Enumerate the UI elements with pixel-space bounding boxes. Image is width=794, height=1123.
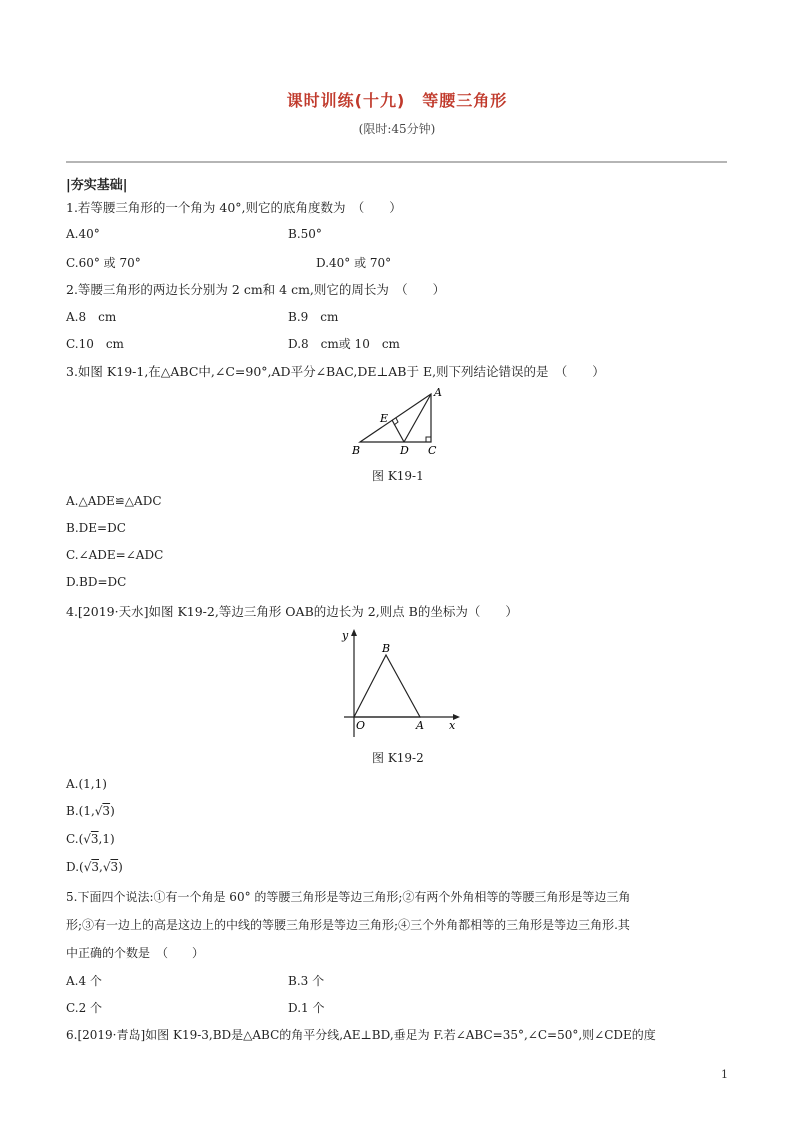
label-b: B bbox=[352, 444, 361, 457]
divider bbox=[66, 161, 727, 163]
label-d: D bbox=[400, 444, 409, 457]
question-6: 6.[2019·青岛]如图 K19-3,BD是△ABC的角平分线,AE⊥BD,垂足为 F.若∠ABC=35°,∠C=50°,则∠CDE的度 bbox=[66, 1028, 656, 1042]
q2-option-b: B.9 cm bbox=[288, 310, 339, 324]
q2-option-d: D.8 cm或 10 cm bbox=[288, 337, 400, 351]
q4-d-pre: D.( bbox=[66, 860, 84, 874]
triangle-abc bbox=[360, 394, 431, 442]
q4-c-pre: C.( bbox=[66, 832, 84, 846]
q4-option-b bbox=[66, 804, 115, 818]
q5-option-a: A.4 个 bbox=[66, 974, 102, 988]
q4-c-radicand: 3 bbox=[90, 832, 99, 846]
q4-d-mid: , bbox=[99, 860, 103, 874]
question-5-line-1: 5.下面四个说法:①有一个角是 60° 的等腰三角形是等边三角形;②有两个外角相等的等腰三角形是等边三角 bbox=[66, 890, 631, 904]
question-2: 2.等腰三角形的两边长分别为 2 cm和 4 cm,则它的周长为 （ ） bbox=[66, 282, 446, 297]
q4-b-radicand: 3 bbox=[102, 804, 111, 818]
label-e: E bbox=[380, 412, 389, 425]
q1-option-a: A.40° bbox=[66, 227, 100, 241]
question-1: 1.若等腰三角形的一个角为 40°,则它的底角度数为 （ ） bbox=[66, 200, 402, 215]
q1-option-b: B.50° bbox=[288, 227, 322, 241]
q4-option-c bbox=[66, 832, 115, 846]
label-a: A bbox=[434, 386, 442, 399]
q3-option-b: B.DE=DC bbox=[66, 521, 126, 535]
q3-option-a: A.△ADE≌△ADC bbox=[66, 494, 162, 508]
segment-ad bbox=[404, 394, 431, 442]
q4-d-post: ) bbox=[118, 860, 123, 874]
q4-c-post: ,1) bbox=[98, 832, 115, 846]
q4-option-a: A.(1,1) bbox=[66, 777, 107, 791]
caption-k19-2: 图 K19-2 bbox=[372, 751, 424, 765]
q4-b-post: ) bbox=[110, 804, 115, 818]
question-3: 3.如图 K19-1,在△ABC中,∠C=90°,AD平分∠BAC,DE⊥AB于 E,则下列结论错误的是 （ ） bbox=[66, 364, 605, 379]
q3-option-d: D.BD=DC bbox=[66, 575, 127, 589]
caption-k19-1: 图 K19-1 bbox=[372, 469, 424, 483]
y-axis-arrow bbox=[351, 629, 357, 636]
label-o: O bbox=[356, 719, 366, 732]
q2-option-a: A.8 cm bbox=[66, 310, 117, 324]
figure-k19-2 bbox=[336, 625, 466, 743]
q5-option-c: C.2 个 bbox=[66, 1001, 103, 1015]
q5-option-d: D.1 个 bbox=[288, 1001, 325, 1015]
q1-option-c: C.60° 或 70° bbox=[66, 256, 141, 270]
label-x: x bbox=[449, 719, 456, 732]
question-5-line-2: 形;③有一边上的高是这边上的中线的等腰三角形是等边三角形;④三个外角都相等的三角形是等边三角形.其 bbox=[66, 918, 630, 932]
q4-d-radicand-2: 3 bbox=[110, 860, 119, 874]
figure-k19-1 bbox=[346, 384, 450, 460]
right-angle-mark-c bbox=[426, 437, 431, 442]
segment-de bbox=[392, 420, 404, 442]
label-c: C bbox=[428, 444, 437, 457]
q2-option-c: C.10 cm bbox=[66, 337, 124, 351]
label-b: B bbox=[382, 642, 391, 655]
q1-option-d: D.40° 或 70° bbox=[316, 256, 392, 270]
q4-b-pre: B.(1, bbox=[66, 804, 95, 818]
sqrt-icon: √ bbox=[83, 860, 92, 874]
page-title: 课时训练(十九) 等腰三角形 bbox=[286, 91, 508, 110]
label-y: y bbox=[342, 629, 349, 642]
sqrt-icon: √ bbox=[94, 804, 103, 818]
triangle-oab bbox=[354, 655, 420, 717]
sqrt-icon: √ bbox=[83, 832, 91, 846]
sqrt-icon: √ bbox=[102, 860, 111, 874]
label-a: A bbox=[416, 719, 424, 732]
time-limit: (限时:45分钟) bbox=[358, 122, 436, 136]
page-number: 1 bbox=[721, 1068, 728, 1081]
section-heading: |夯实基础| bbox=[66, 178, 128, 193]
question-4: 4.[2019·天水]如图 K19-2,等边三角形 OAB的边长为 2,则点 B的坐标为（ ） bbox=[66, 604, 518, 619]
q5-option-b: B.3 个 bbox=[288, 974, 325, 988]
question-5-line-3: 中正确的个数是 （ ） bbox=[66, 946, 205, 960]
q4-d-radicand-1: 3 bbox=[91, 860, 99, 874]
q4-option-d bbox=[66, 860, 123, 874]
q3-option-c: C.∠ADE=∠ADC bbox=[66, 548, 164, 562]
